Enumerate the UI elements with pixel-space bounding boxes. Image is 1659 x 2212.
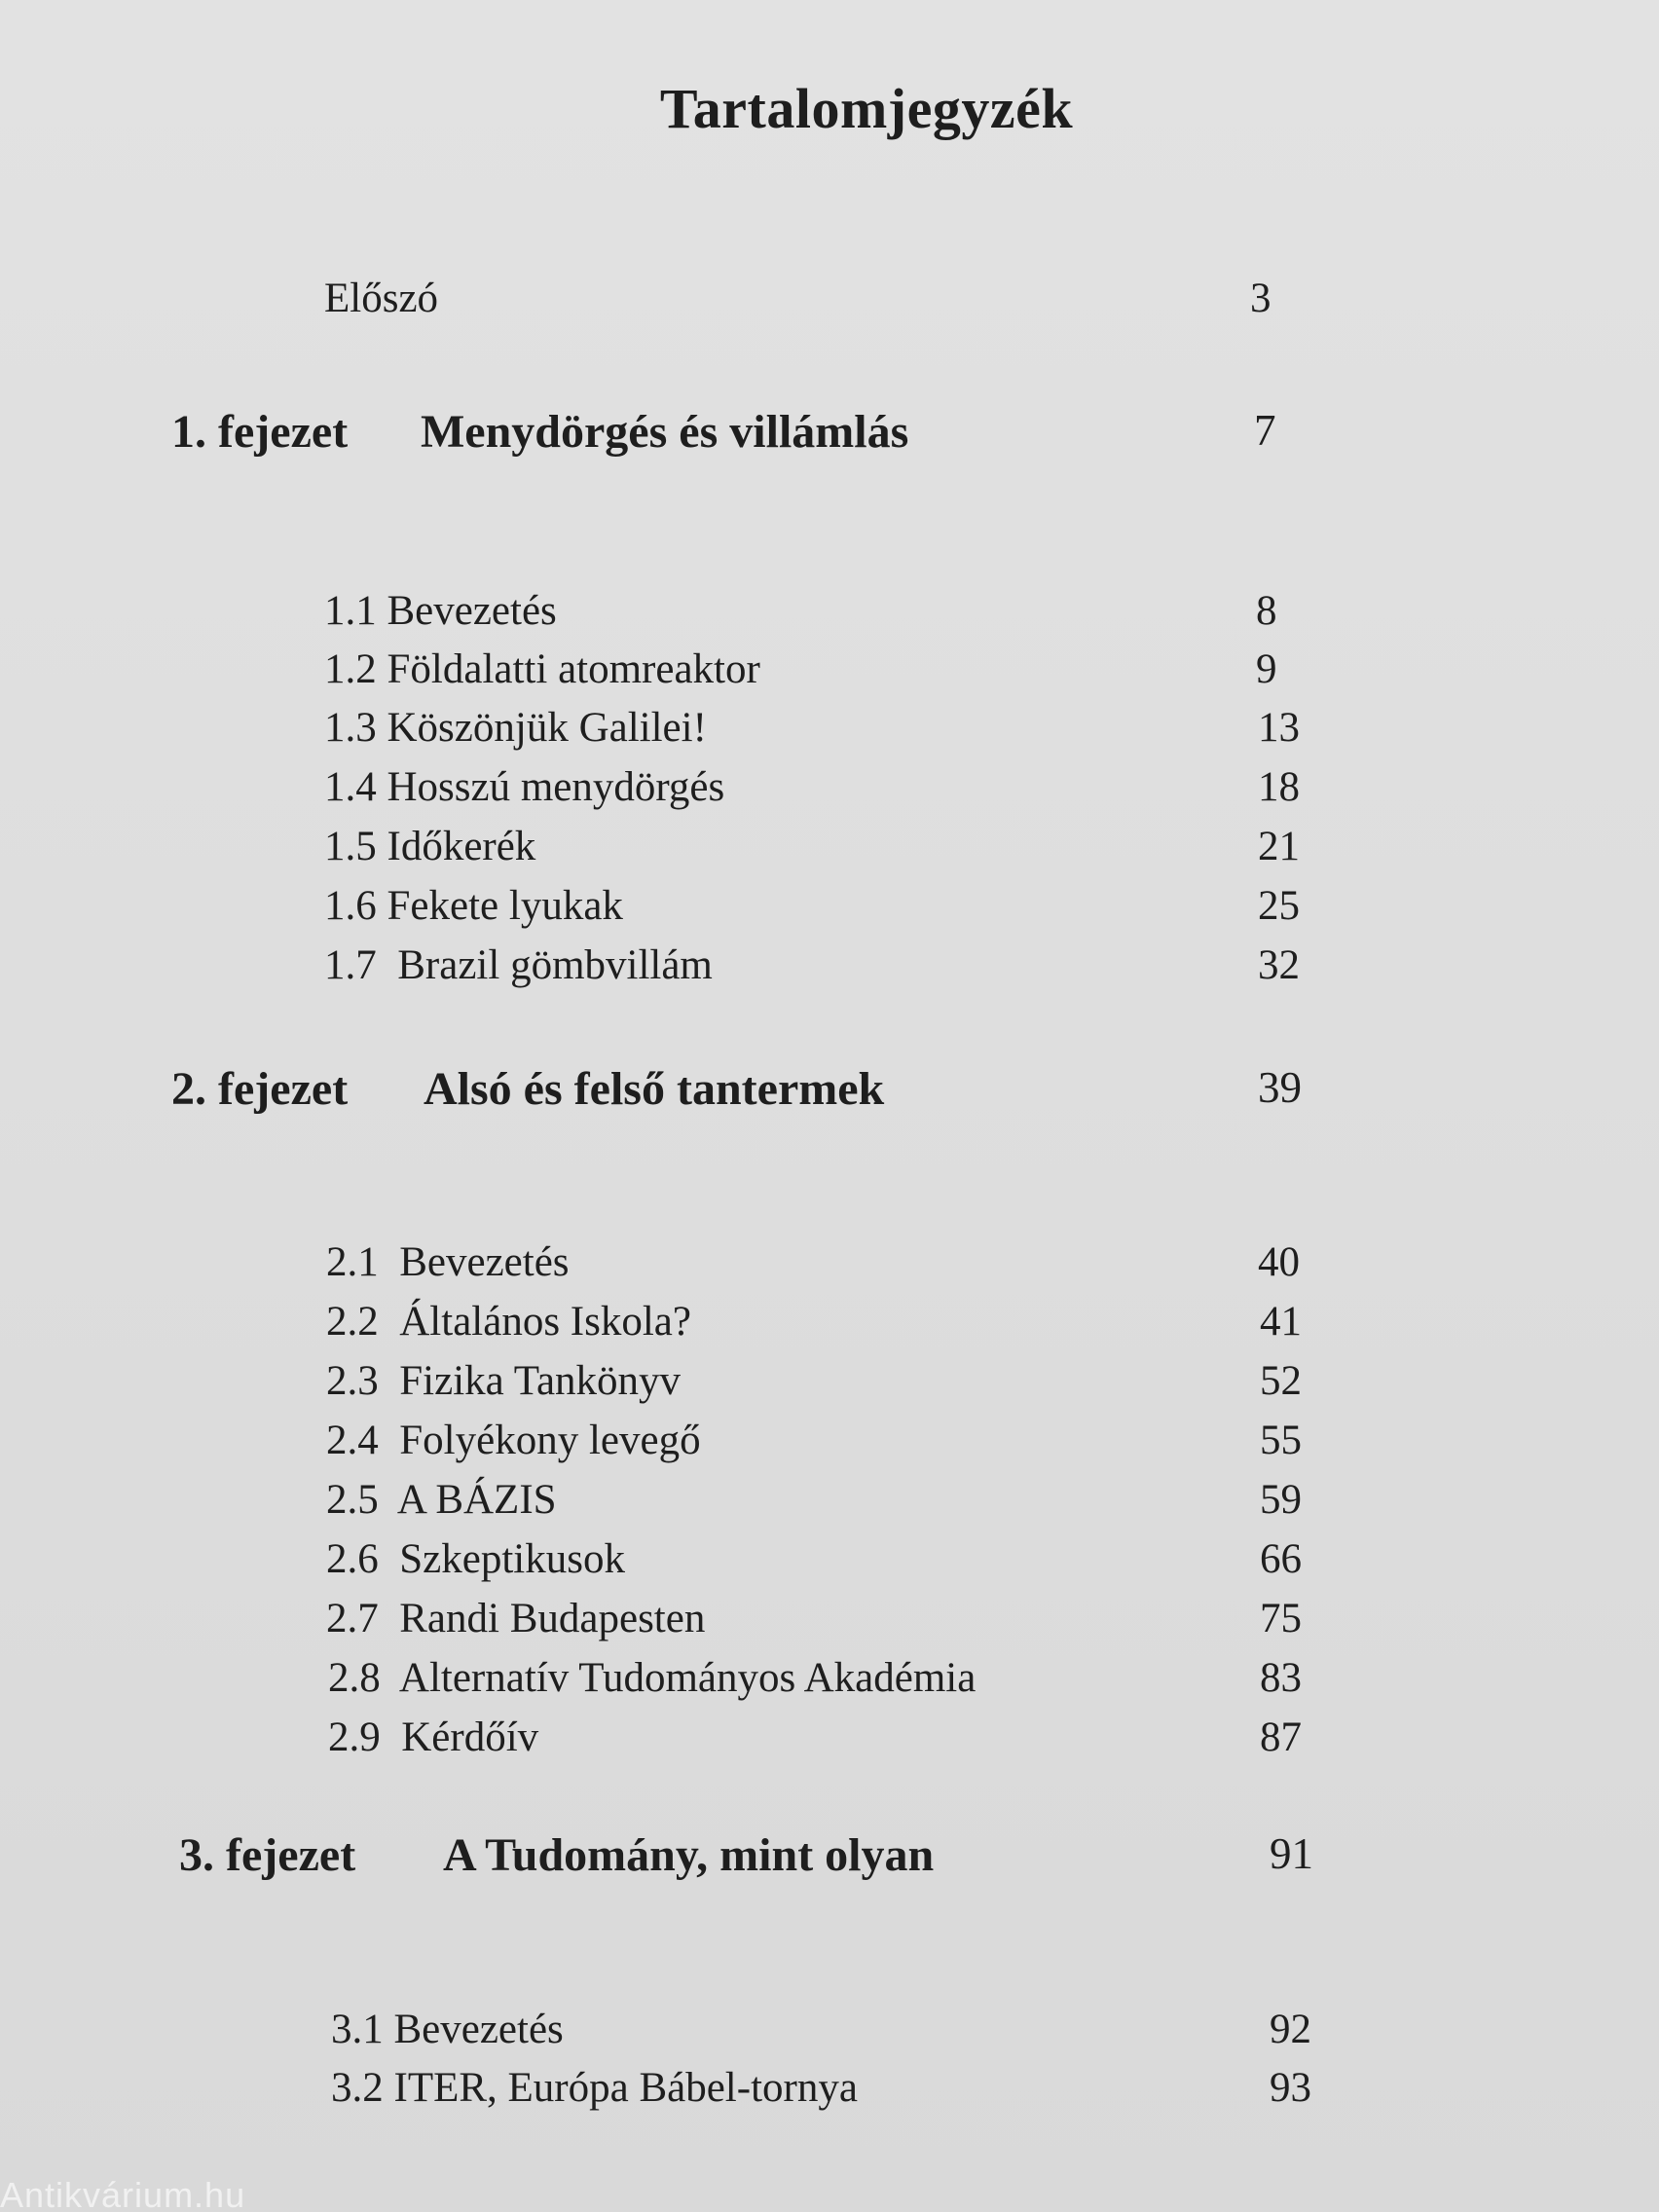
section-title: Időkerék bbox=[387, 824, 536, 869]
toc-entry-label: Előszó bbox=[324, 276, 439, 321]
section-number: 1.6 bbox=[324, 883, 377, 929]
section-page: 52 bbox=[1260, 1358, 1302, 1404]
section-number: 2.1 bbox=[326, 1239, 379, 1285]
section-page: 83 bbox=[1260, 1655, 1302, 1701]
section-page: 9 bbox=[1256, 646, 1277, 692]
chapter-page: 39 bbox=[1258, 1063, 1302, 1112]
section-title: Bevezetés bbox=[393, 2007, 564, 2052]
section-number: 2.9 bbox=[328, 1714, 381, 1760]
page-title: Tartalomjegyzék bbox=[659, 77, 1074, 140]
chapter-page: 91 bbox=[1270, 1829, 1313, 1878]
section-page: 8 bbox=[1256, 588, 1277, 634]
section-title: Fizika Tankönyv bbox=[399, 1358, 682, 1404]
section-title: Általános Iskola? bbox=[399, 1299, 691, 1345]
section-title: Folyékony levegő bbox=[399, 1418, 701, 1463]
section-page: 93 bbox=[1270, 2065, 1311, 2111]
section-number: 2.4 bbox=[326, 1418, 379, 1463]
section-number: 2.5 bbox=[326, 1477, 379, 1523]
watermark: Antikvárium.hu bbox=[0, 2179, 246, 2212]
section-title: Földalatti atomreaktor bbox=[387, 646, 760, 692]
chapter-number: 2. fejezet bbox=[171, 1063, 349, 1115]
section-number: 1.5 bbox=[324, 824, 377, 869]
section-title: Hosszú menydörgés bbox=[387, 764, 725, 810]
section-title: Kérdőív bbox=[401, 1714, 539, 1760]
section-page: 21 bbox=[1258, 824, 1300, 869]
section-title: A BÁZIS bbox=[396, 1477, 557, 1523]
section-page: 32 bbox=[1258, 942, 1300, 988]
section-number: 3.2 bbox=[331, 2065, 384, 2111]
chapter-title: A Tudomány, mint olyan bbox=[443, 1829, 935, 1881]
section-page: 92 bbox=[1270, 2007, 1311, 2052]
section-number: 1.3 bbox=[324, 705, 377, 751]
section-number: 2.2 bbox=[326, 1299, 379, 1345]
section-page: 25 bbox=[1258, 883, 1300, 929]
section-title: Bevezetés bbox=[387, 588, 557, 634]
section-number: 2.8 bbox=[328, 1655, 381, 1701]
section-title: Köszönjük Galilei! bbox=[387, 705, 707, 751]
chapter-number: 3. fejezet bbox=[179, 1829, 356, 1881]
section-number: 1.1 bbox=[324, 588, 377, 634]
section-title: Bevezetés bbox=[399, 1239, 570, 1285]
toc-entry-page: 3 bbox=[1250, 276, 1272, 321]
section-number: 3.1 bbox=[331, 2007, 384, 2052]
section-title: Fekete lyukak bbox=[387, 883, 623, 929]
section-page: 59 bbox=[1260, 1477, 1302, 1523]
section-page: 41 bbox=[1260, 1299, 1302, 1345]
chapter-title: Menydörgés és villámlás bbox=[421, 406, 909, 458]
chapter-page: 7 bbox=[1254, 406, 1276, 455]
chapter-title: Alsó és felső tantermek bbox=[424, 1063, 885, 1115]
section-page: 55 bbox=[1260, 1418, 1302, 1463]
section-number: 2.7 bbox=[326, 1596, 379, 1641]
section-number: 1.2 bbox=[324, 646, 377, 692]
section-number: 1.7 bbox=[324, 942, 377, 988]
section-page: 75 bbox=[1260, 1596, 1302, 1641]
section-page: 66 bbox=[1260, 1536, 1302, 1582]
section-title: Szkeptikusok bbox=[399, 1536, 625, 1582]
chapter-number: 1. fejezet bbox=[171, 406, 349, 458]
section-title: Randi Budapesten bbox=[399, 1596, 706, 1641]
section-page: 40 bbox=[1258, 1239, 1300, 1285]
section-page: 18 bbox=[1258, 764, 1300, 810]
section-title: Alternatív Tudományos Akadémia bbox=[398, 1655, 977, 1701]
section-number: 2.3 bbox=[326, 1358, 379, 1404]
section-page: 87 bbox=[1260, 1714, 1302, 1760]
section-title: Brazil gömbvillám bbox=[397, 942, 713, 988]
section-page: 13 bbox=[1258, 705, 1300, 751]
section-title: ITER, Európa Bábel-tornya bbox=[393, 2065, 858, 2111]
section-number: 2.6 bbox=[326, 1536, 379, 1582]
section-number: 1.4 bbox=[324, 764, 377, 810]
